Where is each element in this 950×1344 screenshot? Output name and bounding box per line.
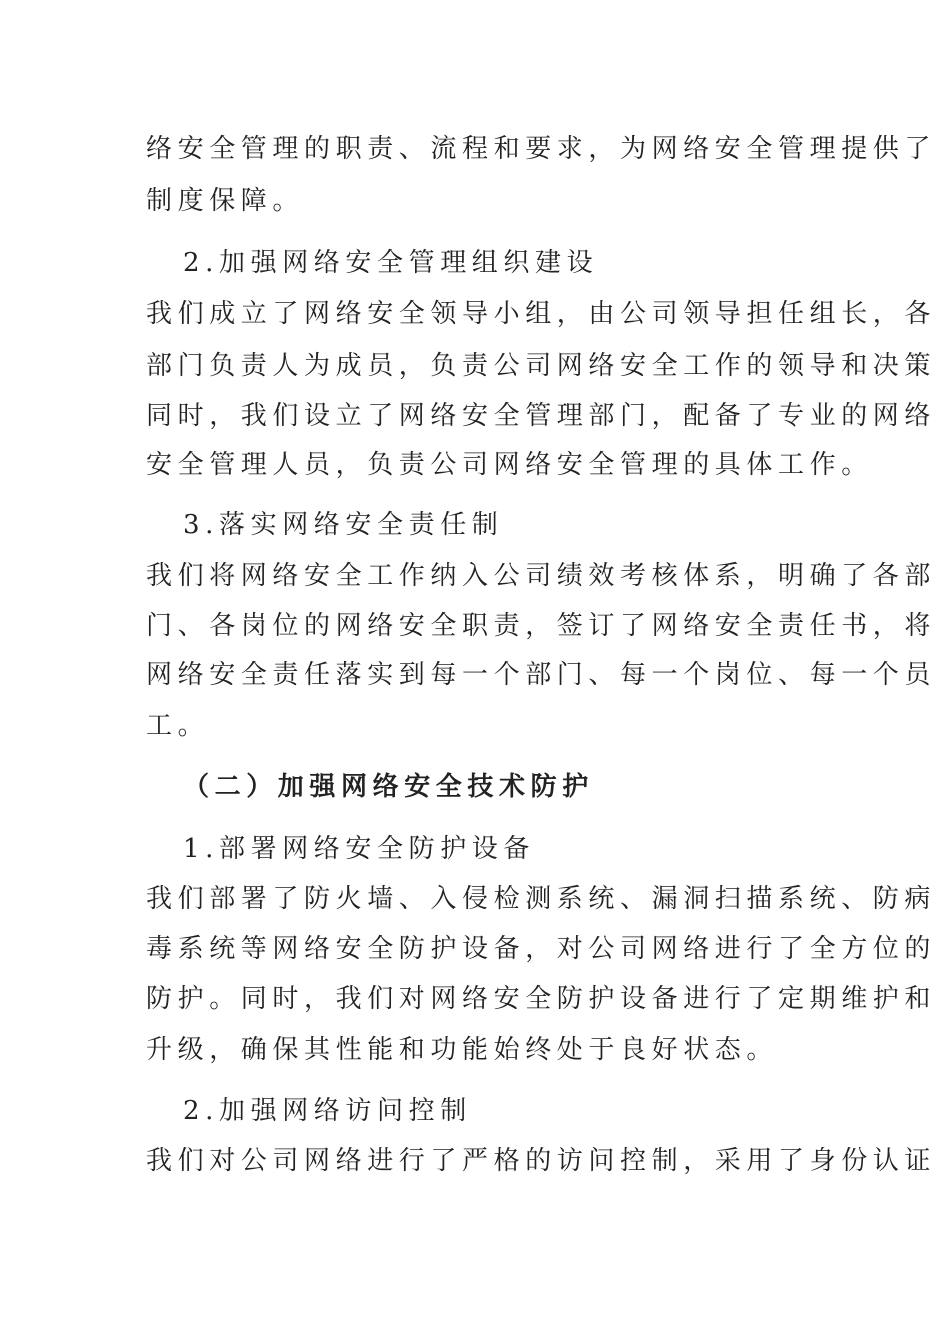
paragraph-line: 毒系统等网络安全防护设备，对公司网络进行了全方位的 bbox=[146, 934, 937, 964]
subsection-heading: 2.加强网络安全管理组织建设 bbox=[183, 248, 599, 278]
paragraph-line: 络安全管理的职责、流程和要求，为网络安全管理提供了 bbox=[146, 134, 937, 164]
section-heading: （二）加强网络安全技术防护 bbox=[183, 772, 594, 802]
paragraph-line: 门、各岗位的网络安全职责，签订了网络安全责任书，将 bbox=[146, 611, 937, 641]
paragraph-line: 升级，确保其性能和功能始终处于良好状态。 bbox=[146, 1035, 779, 1065]
subsection-heading: 3.落实网络安全责任制 bbox=[183, 510, 504, 540]
paragraph-line: 我们对公司网络进行了严格的访问控制，采用了身份认证 bbox=[146, 1146, 937, 1176]
paragraph-line: 我们将网络安全工作纳入公司绩效考核体系，明确了各部 bbox=[146, 561, 937, 591]
paragraph-line: 同时，我们设立了网络安全管理部门，配备了专业的网络 bbox=[146, 401, 937, 431]
paragraph-line: 部门负责人为成员，负责公司网络安全工作的领导和决策 bbox=[146, 351, 937, 381]
paragraph-line: 工。 bbox=[146, 711, 210, 741]
paragraph-line: 安全管理人员，负责公司网络安全管理的具体工作。 bbox=[146, 450, 873, 480]
paragraph-line: 我们成立了网络安全领导小组，由公司领导担任组长，各 bbox=[146, 299, 937, 329]
paragraph-line: 我们部署了防火墙、入侵检测系统、漏洞扫描系统、防病 bbox=[146, 884, 937, 914]
paragraph-line: 制度保障。 bbox=[146, 186, 305, 216]
paragraph-line: 网络安全责任落实到每一个部门、每一个岗位、每一个员 bbox=[146, 660, 937, 690]
subsection-heading: 1.部署网络安全防护设备 bbox=[183, 834, 536, 864]
paragraph-line: 防护。同时，我们对网络安全防护设备进行了定期维护和 bbox=[146, 984, 937, 1014]
subsection-heading: 2.加强网络访问控制 bbox=[183, 1096, 472, 1126]
